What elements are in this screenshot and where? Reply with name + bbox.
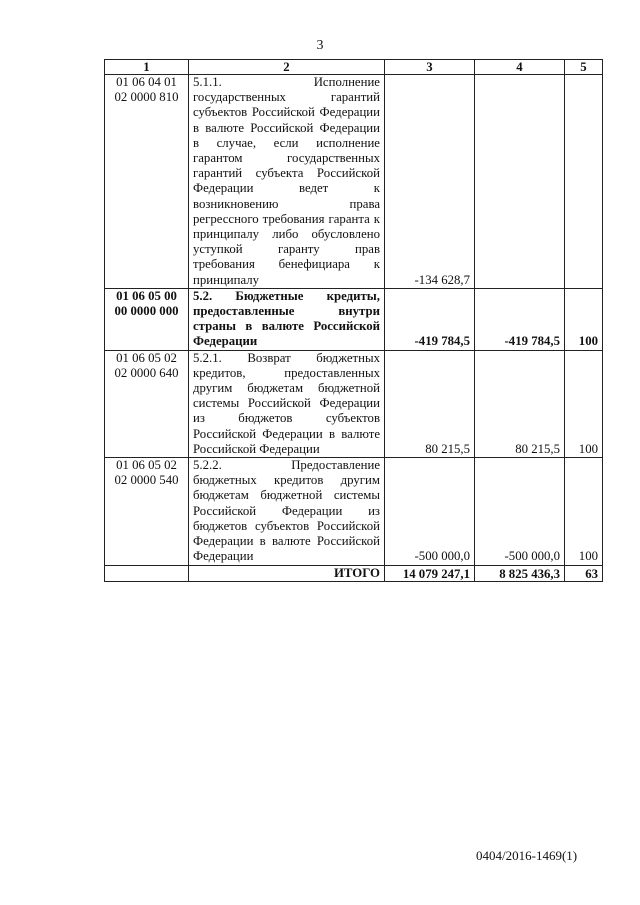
budget-code-cell: 01 06 05 02 02 0000 540: [105, 458, 189, 565]
column-header-1: 1: [105, 60, 189, 75]
table-row: [105, 458, 603, 565]
column-header-2: 2: [189, 60, 385, 75]
percent-cell: 100: [565, 458, 603, 565]
budget-code-cell: 01 06 05 00 00 0000 000: [105, 288, 189, 350]
plan-amount-cell: 80 215,5: [385, 350, 475, 457]
total-actual-amount: 8 825 436,3: [475, 565, 565, 581]
plan-amount-cell: -134 628,7: [385, 75, 475, 289]
plan-amount-cell: -500 000,0: [385, 458, 475, 565]
description-cell: 5.2.2. Предоставление бюджетных кредитов другим бюджетам бюджетной системы Российской Федерации из бюджетов субъектов Российской Федерации в валюте Российской Федерации: [189, 458, 385, 565]
page-number: 3: [316, 38, 324, 53]
description-cell: 5.1.1. Исполнение государственных гарантий субъектов Российской Федерации в валюте Российской Федерации в случае, если исполнение гарантом государственных гарантий субъекта Российской Федерации ведет к возникновению права регрессного требования гаранта к принципалу либо обусловлено уступкой гаранту прав требования бенефициара к принципалу: [189, 75, 385, 289]
document-reference: 0404/2016-1469(1): [476, 848, 578, 863]
total-label: ИТОГО: [189, 565, 385, 581]
table-row: [105, 288, 603, 350]
budget-code-cell: 01 06 04 01 02 0000 810: [105, 75, 189, 289]
actual-amount-cell: [475, 75, 565, 289]
total-plan-amount: 14 079 247,1: [385, 565, 475, 581]
column-header-3: 3: [385, 60, 475, 75]
table-row: [105, 75, 603, 289]
description-cell: 5.2. Бюджетные кредиты, предоставленные внутри страны в валюте Российской Федерации: [189, 288, 385, 350]
description-cell: 5.2.1. Возврат бюджетных кредитов, предоставленных другим бюджетам бюджетной системы Российской Федерации из бюджетов субъектов Российской Федерации в валюте Российской Федерации: [189, 350, 385, 457]
total-percent: 63: [565, 565, 603, 581]
actual-amount-cell: -419 784,5: [475, 288, 565, 350]
column-header-5: 5: [565, 60, 603, 75]
total-empty-cell: [105, 565, 189, 581]
budget-execution-table: [104, 59, 603, 582]
column-header-4: 4: [475, 60, 565, 75]
actual-amount-cell: 80 215,5: [475, 350, 565, 457]
budget-code-cell: 01 06 05 02 02 0000 640: [105, 350, 189, 457]
actual-amount-cell: -500 000,0: [475, 458, 565, 565]
table-row: [105, 350, 603, 457]
percent-cell: 100: [565, 350, 603, 457]
total-row: [105, 565, 603, 581]
plan-amount-cell: -419 784,5: [385, 288, 475, 350]
percent-cell: 100: [565, 288, 603, 350]
table-header-row: [105, 60, 603, 75]
percent-cell: [565, 75, 603, 289]
